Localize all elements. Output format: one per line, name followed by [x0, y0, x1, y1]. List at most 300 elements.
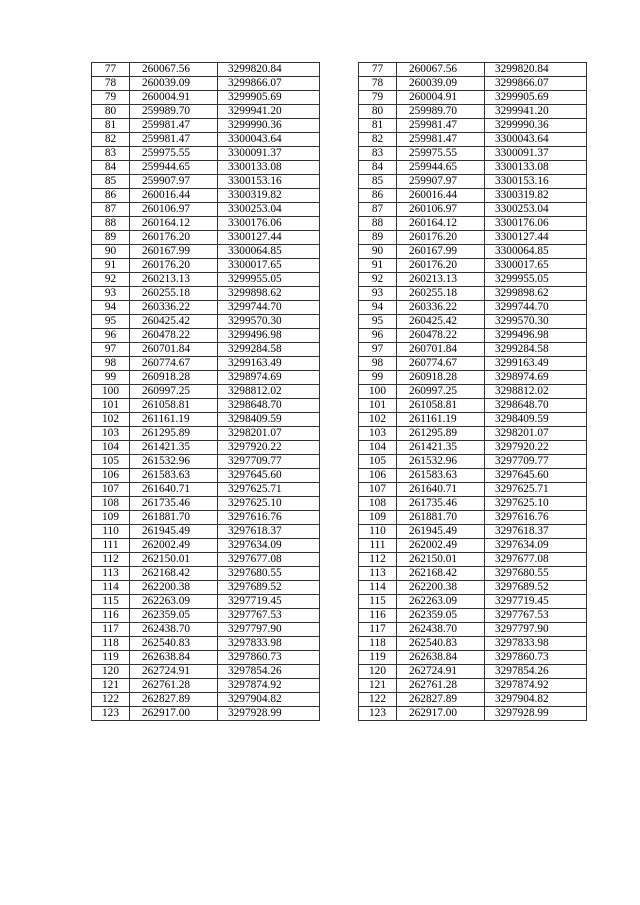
- y-coordinate-cell: 3300017.65: [485, 259, 587, 273]
- x-coordinate-cell: 260213.13: [130, 273, 218, 287]
- point-number-cell: 118: [359, 637, 397, 651]
- point-number-cell: 106: [359, 469, 397, 483]
- x-coordinate-cell: 260425.42: [130, 315, 218, 329]
- point-number-cell: 116: [359, 609, 397, 623]
- y-coordinate-cell: 3299820.84: [218, 63, 320, 77]
- x-coordinate-cell: 259907.97: [397, 175, 485, 189]
- x-coordinate-cell: 262150.01: [397, 553, 485, 567]
- x-coordinate-cell: 262917.00: [130, 707, 218, 721]
- x-coordinate-cell: 261421.35: [397, 441, 485, 455]
- table-row: [359, 469, 587, 483]
- y-coordinate-cell: 3299744.70: [485, 301, 587, 315]
- point-number-cell: 103: [359, 427, 397, 441]
- point-number-cell: 94: [359, 301, 397, 315]
- point-number-cell: 83: [92, 147, 130, 161]
- table-row: [359, 553, 587, 567]
- table-row: [359, 497, 587, 511]
- y-coordinate-cell: 3299955.05: [485, 273, 587, 287]
- x-coordinate-cell: 261735.46: [130, 497, 218, 511]
- point-number-cell: 114: [359, 581, 397, 595]
- point-number-cell: 93: [359, 287, 397, 301]
- point-number-cell: 123: [92, 707, 130, 721]
- point-number-cell: 120: [359, 665, 397, 679]
- point-number-cell: 108: [359, 497, 397, 511]
- y-coordinate-cell: 3300127.44: [218, 231, 320, 245]
- point-number-cell: 122: [92, 693, 130, 707]
- point-number-cell: 101: [359, 399, 397, 413]
- point-number-cell: 99: [92, 371, 130, 385]
- table-row: [359, 651, 587, 665]
- x-coordinate-cell: 261532.96: [397, 455, 485, 469]
- point-number-cell: 84: [92, 161, 130, 175]
- point-number-cell: 85: [92, 175, 130, 189]
- y-coordinate-cell: 3297928.99: [485, 707, 587, 721]
- table-row: [359, 329, 587, 343]
- table-row: [359, 203, 587, 217]
- table-row: [359, 609, 587, 623]
- table-row: [92, 105, 320, 119]
- table-row: [92, 497, 320, 511]
- point-number-cell: 102: [92, 413, 130, 427]
- y-coordinate-cell: 3297625.71: [218, 483, 320, 497]
- x-coordinate-cell: 259981.47: [397, 133, 485, 147]
- y-coordinate-cell: 3299496.98: [485, 329, 587, 343]
- y-coordinate-cell: 3299744.70: [218, 301, 320, 315]
- x-coordinate-cell: 260336.22: [397, 301, 485, 315]
- point-number-cell: 90: [92, 245, 130, 259]
- y-coordinate-cell: 3297854.26: [218, 665, 320, 679]
- table-row: [92, 371, 320, 385]
- x-coordinate-cell: 259975.55: [397, 147, 485, 161]
- x-coordinate-cell: 262263.09: [397, 595, 485, 609]
- table-row: [359, 371, 587, 385]
- x-coordinate-cell: 260016.44: [397, 189, 485, 203]
- x-coordinate-cell: 260039.09: [397, 77, 485, 91]
- point-number-cell: 107: [92, 483, 130, 497]
- x-coordinate-cell: 262438.70: [397, 623, 485, 637]
- x-coordinate-cell: 259981.47: [130, 133, 218, 147]
- point-number-cell: 109: [92, 511, 130, 525]
- table-row: [92, 245, 320, 259]
- point-number-cell: 96: [92, 329, 130, 343]
- y-coordinate-cell: 3297797.90: [218, 623, 320, 637]
- table-row: [92, 567, 320, 581]
- y-coordinate-cell: 3300133.08: [485, 161, 587, 175]
- y-coordinate-cell: 3297645.60: [218, 469, 320, 483]
- x-coordinate-cell: 260176.20: [397, 231, 485, 245]
- table-row: [92, 189, 320, 203]
- x-coordinate-cell: 260997.25: [397, 385, 485, 399]
- x-coordinate-cell: 262168.42: [130, 567, 218, 581]
- x-coordinate-cell: 260213.13: [397, 273, 485, 287]
- x-coordinate-cell: 262827.89: [397, 693, 485, 707]
- point-number-cell: 89: [92, 231, 130, 245]
- y-coordinate-cell: 3300043.64: [485, 133, 587, 147]
- x-coordinate-cell: 259944.65: [130, 161, 218, 175]
- y-coordinate-cell: 3297719.45: [485, 595, 587, 609]
- table-row: [359, 567, 587, 581]
- y-coordinate-cell: 3300133.08: [218, 161, 320, 175]
- table-row: [359, 511, 587, 525]
- x-coordinate-cell: 261295.89: [130, 427, 218, 441]
- y-coordinate-cell: 3297618.37: [218, 525, 320, 539]
- point-number-cell: 77: [359, 63, 397, 77]
- point-number-cell: 105: [359, 455, 397, 469]
- x-coordinate-cell: 260039.09: [130, 77, 218, 91]
- x-coordinate-cell: 261945.49: [397, 525, 485, 539]
- y-coordinate-cell: 3300017.65: [218, 259, 320, 273]
- x-coordinate-cell: 262168.42: [397, 567, 485, 581]
- table-row: [92, 119, 320, 133]
- y-coordinate-cell: 3299905.69: [218, 91, 320, 105]
- y-coordinate-cell: 3298648.70: [218, 399, 320, 413]
- x-coordinate-cell: 260176.20: [397, 259, 485, 273]
- point-number-cell: 94: [92, 301, 130, 315]
- table-row: [92, 287, 320, 301]
- point-number-cell: 79: [359, 91, 397, 105]
- table-row: [92, 637, 320, 651]
- y-coordinate-cell: 3298409.59: [218, 413, 320, 427]
- y-coordinate-cell: 3298201.07: [485, 427, 587, 441]
- table-row: [92, 273, 320, 287]
- x-coordinate-cell: 260997.25: [130, 385, 218, 399]
- y-coordinate-cell: 3298974.69: [485, 371, 587, 385]
- table-row: [92, 707, 320, 721]
- point-number-cell: 80: [92, 105, 130, 119]
- point-number-cell: 91: [359, 259, 397, 273]
- table-row: [92, 595, 320, 609]
- table-row: [92, 455, 320, 469]
- y-coordinate-cell: 3297677.08: [485, 553, 587, 567]
- table-row: [359, 105, 587, 119]
- point-number-cell: 85: [359, 175, 397, 189]
- table-row: [359, 91, 587, 105]
- x-coordinate-cell: 262150.01: [130, 553, 218, 567]
- x-coordinate-cell: 259907.97: [130, 175, 218, 189]
- y-coordinate-cell: 3299496.98: [218, 329, 320, 343]
- table-row: [359, 637, 587, 651]
- x-coordinate-cell: 261881.70: [130, 511, 218, 525]
- y-coordinate-cell: 3298974.69: [218, 371, 320, 385]
- table-row: [92, 413, 320, 427]
- table-row: [359, 273, 587, 287]
- point-number-cell: 92: [92, 273, 130, 287]
- table-row: [359, 525, 587, 539]
- table-row: [359, 693, 587, 707]
- point-number-cell: 80: [359, 105, 397, 119]
- y-coordinate-cell: 3299905.69: [485, 91, 587, 105]
- y-coordinate-cell: 3299163.49: [218, 357, 320, 371]
- y-coordinate-cell: 3300319.82: [218, 189, 320, 203]
- point-number-cell: 77: [92, 63, 130, 77]
- point-number-cell: 84: [359, 161, 397, 175]
- y-coordinate-cell: 3297767.53: [485, 609, 587, 623]
- table-row: [92, 63, 320, 77]
- point-number-cell: 119: [359, 651, 397, 665]
- y-coordinate-cell: 3297904.82: [218, 693, 320, 707]
- y-coordinate-cell: 3299163.49: [485, 357, 587, 371]
- point-number-cell: 118: [92, 637, 130, 651]
- table-row: [92, 539, 320, 553]
- table-row: [92, 469, 320, 483]
- y-coordinate-cell: 3297616.76: [485, 511, 587, 525]
- x-coordinate-cell: 261640.71: [130, 483, 218, 497]
- y-coordinate-cell: 3297618.37: [485, 525, 587, 539]
- x-coordinate-cell: 262724.91: [397, 665, 485, 679]
- table-row: [92, 259, 320, 273]
- x-coordinate-cell: 261881.70: [397, 511, 485, 525]
- table-row: [92, 77, 320, 91]
- x-coordinate-cell: 262827.89: [130, 693, 218, 707]
- y-coordinate-cell: 3297874.92: [485, 679, 587, 693]
- table-row: [92, 231, 320, 245]
- y-coordinate-cell: 3297625.10: [218, 497, 320, 511]
- point-number-cell: 100: [359, 385, 397, 399]
- y-coordinate-cell: 3300091.37: [485, 147, 587, 161]
- x-coordinate-cell: 260478.22: [130, 329, 218, 343]
- y-coordinate-cell: 3297709.77: [218, 455, 320, 469]
- y-coordinate-cell: 3299941.20: [218, 105, 320, 119]
- y-coordinate-cell: 3299898.62: [218, 287, 320, 301]
- y-coordinate-cell: 3297680.55: [485, 567, 587, 581]
- y-coordinate-cell: 3299570.30: [485, 315, 587, 329]
- table-row: [359, 455, 587, 469]
- table-row: [359, 119, 587, 133]
- table-row: [359, 175, 587, 189]
- table-row: [359, 63, 587, 77]
- x-coordinate-cell: 260176.20: [130, 231, 218, 245]
- y-coordinate-cell: 3300253.04: [485, 203, 587, 217]
- table-row: [92, 217, 320, 231]
- x-coordinate-cell: 260067.56: [397, 63, 485, 77]
- table-row: [92, 609, 320, 623]
- point-number-cell: 87: [359, 203, 397, 217]
- y-coordinate-cell: 3297616.76: [218, 511, 320, 525]
- x-coordinate-cell: 260067.56: [130, 63, 218, 77]
- table-row: [92, 441, 320, 455]
- x-coordinate-cell: 260701.84: [130, 343, 218, 357]
- point-number-cell: 88: [92, 217, 130, 231]
- y-coordinate-cell: 3298201.07: [218, 427, 320, 441]
- x-coordinate-cell: 261295.89: [397, 427, 485, 441]
- y-coordinate-cell: 3300153.16: [218, 175, 320, 189]
- x-coordinate-cell: 260255.18: [130, 287, 218, 301]
- y-coordinate-cell: 3299898.62: [485, 287, 587, 301]
- x-coordinate-cell: 260164.12: [130, 217, 218, 231]
- point-number-cell: 104: [359, 441, 397, 455]
- x-coordinate-cell: 260336.22: [130, 301, 218, 315]
- point-number-cell: 83: [359, 147, 397, 161]
- table-row: [359, 679, 587, 693]
- table-row: [359, 245, 587, 259]
- table-row: [359, 483, 587, 497]
- x-coordinate-cell: 262359.05: [130, 609, 218, 623]
- y-coordinate-cell: 3297833.98: [485, 637, 587, 651]
- y-coordinate-cell: 3300064.85: [218, 245, 320, 259]
- table-row: [92, 427, 320, 441]
- y-coordinate-cell: 3298812.02: [218, 385, 320, 399]
- x-coordinate-cell: 259989.70: [397, 105, 485, 119]
- table-row: [359, 595, 587, 609]
- table-row: [359, 357, 587, 371]
- x-coordinate-cell: 262761.28: [130, 679, 218, 693]
- x-coordinate-cell: 262917.00: [397, 707, 485, 721]
- point-number-cell: 115: [359, 595, 397, 609]
- table-row: [92, 301, 320, 315]
- table-row: [92, 651, 320, 665]
- y-coordinate-cell: 3297709.77: [485, 455, 587, 469]
- table-row: [359, 217, 587, 231]
- y-coordinate-cell: 3300043.64: [218, 133, 320, 147]
- y-coordinate-cell: 3297854.26: [485, 665, 587, 679]
- point-number-cell: 86: [92, 189, 130, 203]
- table-row: [359, 315, 587, 329]
- point-number-cell: 121: [359, 679, 397, 693]
- y-coordinate-cell: 3299284.58: [218, 343, 320, 357]
- y-coordinate-cell: 3298812.02: [485, 385, 587, 399]
- point-number-cell: 113: [359, 567, 397, 581]
- point-number-cell: 90: [359, 245, 397, 259]
- table-row: [92, 203, 320, 217]
- y-coordinate-cell: 3300153.16: [485, 175, 587, 189]
- y-coordinate-cell: 3297645.60: [485, 469, 587, 483]
- point-number-cell: 122: [359, 693, 397, 707]
- y-coordinate-cell: 3297767.53: [218, 609, 320, 623]
- point-number-cell: 102: [359, 413, 397, 427]
- y-coordinate-cell: 3297634.09: [485, 539, 587, 553]
- point-number-cell: 78: [92, 77, 130, 91]
- x-coordinate-cell: 262002.49: [130, 539, 218, 553]
- point-number-cell: 109: [359, 511, 397, 525]
- y-coordinate-cell: 3300127.44: [485, 231, 587, 245]
- table-row: [92, 679, 320, 693]
- x-coordinate-cell: 261161.19: [130, 413, 218, 427]
- x-coordinate-cell: 261640.71: [397, 483, 485, 497]
- point-number-cell: 87: [92, 203, 130, 217]
- x-coordinate-cell: 261421.35: [130, 441, 218, 455]
- coordinate-table-left: [91, 62, 320, 721]
- x-coordinate-cell: 259981.47: [130, 119, 218, 133]
- x-coordinate-cell: 260774.67: [130, 357, 218, 371]
- table-row: [359, 259, 587, 273]
- point-number-cell: 115: [92, 595, 130, 609]
- table-row: [92, 147, 320, 161]
- x-coordinate-cell: 260016.44: [130, 189, 218, 203]
- table-row: [359, 287, 587, 301]
- point-number-cell: 103: [92, 427, 130, 441]
- point-number-cell: 120: [92, 665, 130, 679]
- y-coordinate-cell: 3299941.20: [485, 105, 587, 119]
- point-number-cell: 81: [92, 119, 130, 133]
- x-coordinate-cell: 260918.28: [130, 371, 218, 385]
- y-coordinate-cell: 3297719.45: [218, 595, 320, 609]
- x-coordinate-cell: 259944.65: [397, 161, 485, 175]
- point-number-cell: 119: [92, 651, 130, 665]
- x-coordinate-cell: 262638.84: [130, 651, 218, 665]
- y-coordinate-cell: 3297833.98: [218, 637, 320, 651]
- y-coordinate-cell: 3298409.59: [485, 413, 587, 427]
- x-coordinate-cell: 260701.84: [397, 343, 485, 357]
- table-row: [92, 693, 320, 707]
- x-coordinate-cell: 261532.96: [130, 455, 218, 469]
- x-coordinate-cell: 262359.05: [397, 609, 485, 623]
- point-number-cell: 108: [92, 497, 130, 511]
- table-row: [92, 399, 320, 413]
- table-row: [359, 399, 587, 413]
- table-row: [359, 707, 587, 721]
- x-coordinate-cell: 261583.63: [130, 469, 218, 483]
- point-number-cell: 111: [92, 539, 130, 553]
- table-row: [359, 539, 587, 553]
- y-coordinate-cell: 3297920.22: [485, 441, 587, 455]
- table-row: [359, 665, 587, 679]
- point-number-cell: 88: [359, 217, 397, 231]
- coordinate-table-right: [358, 62, 587, 721]
- x-coordinate-cell: 260167.99: [130, 245, 218, 259]
- table-row: [92, 665, 320, 679]
- x-coordinate-cell: 259981.47: [397, 119, 485, 133]
- y-coordinate-cell: 3297920.22: [218, 441, 320, 455]
- point-number-cell: 93: [92, 287, 130, 301]
- point-number-cell: 105: [92, 455, 130, 469]
- y-coordinate-cell: 3297874.92: [218, 679, 320, 693]
- table-row: [92, 329, 320, 343]
- y-coordinate-cell: 3297928.99: [218, 707, 320, 721]
- x-coordinate-cell: 262540.83: [130, 637, 218, 651]
- y-coordinate-cell: 3299866.07: [218, 77, 320, 91]
- point-number-cell: 110: [92, 525, 130, 539]
- point-number-cell: 114: [92, 581, 130, 595]
- y-coordinate-cell: 3297904.82: [485, 693, 587, 707]
- table-row: [359, 231, 587, 245]
- point-number-cell: 81: [359, 119, 397, 133]
- point-number-cell: 97: [92, 343, 130, 357]
- table-row: [359, 413, 587, 427]
- table-row: [359, 161, 587, 175]
- y-coordinate-cell: 3297677.08: [218, 553, 320, 567]
- point-number-cell: 121: [92, 679, 130, 693]
- x-coordinate-cell: 262724.91: [130, 665, 218, 679]
- x-coordinate-cell: 262761.28: [397, 679, 485, 693]
- table-row: [92, 581, 320, 595]
- point-number-cell: 91: [92, 259, 130, 273]
- y-coordinate-cell: 3299990.36: [485, 119, 587, 133]
- y-coordinate-cell: 3300064.85: [485, 245, 587, 259]
- table-row: [359, 189, 587, 203]
- x-coordinate-cell: 260176.20: [130, 259, 218, 273]
- x-coordinate-cell: 262638.84: [397, 651, 485, 665]
- y-coordinate-cell: 3297689.52: [485, 581, 587, 595]
- x-coordinate-cell: 261058.81: [130, 399, 218, 413]
- x-coordinate-cell: 260918.28: [397, 371, 485, 385]
- point-number-cell: 96: [359, 329, 397, 343]
- y-coordinate-cell: 3300319.82: [485, 189, 587, 203]
- y-coordinate-cell: 3297680.55: [218, 567, 320, 581]
- table-row: [92, 483, 320, 497]
- y-coordinate-cell: 3299570.30: [218, 315, 320, 329]
- x-coordinate-cell: 260478.22: [397, 329, 485, 343]
- point-number-cell: 95: [359, 315, 397, 329]
- x-coordinate-cell: 261735.46: [397, 497, 485, 511]
- x-coordinate-cell: 262263.09: [130, 595, 218, 609]
- point-number-cell: 117: [92, 623, 130, 637]
- point-number-cell: 99: [359, 371, 397, 385]
- table-row: [92, 343, 320, 357]
- y-coordinate-cell: 3300176.06: [485, 217, 587, 231]
- table-body: [359, 63, 587, 721]
- y-coordinate-cell: 3299990.36: [218, 119, 320, 133]
- x-coordinate-cell: 261945.49: [130, 525, 218, 539]
